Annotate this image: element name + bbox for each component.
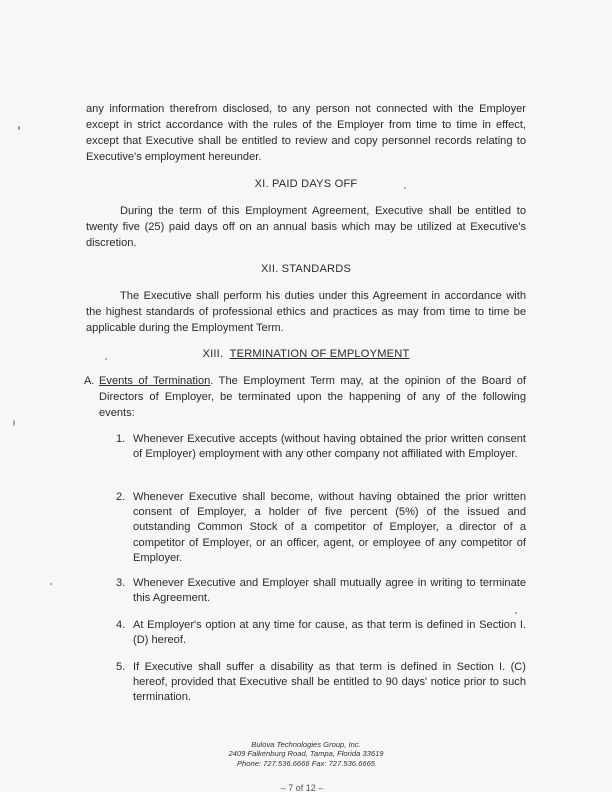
list-item-text: Whenever Executive shall become, without having obtained the prior written consent of Employer, a holder of five percent (5%) of the issued and outstanding Common Stock of a competitor of Employer, a director of a competitor of Employer, or an officer, agent, or employee of any competitor of Employer. [133,491,526,564]
footer-address: 2409 Falkenburg Road, Tampa, Florida 33619 [228,749,384,759]
list-item-number: 3. [116,577,126,589]
scan-speck [50,583,52,585]
subsection-a-text: . The Employment Term may, at the opinion of the Board of Directors of Employer, be terminated upon the happening of any of the following events: [99,375,526,419]
list-item-text: Whenever Executive and Employer shall mutually agree in writing to terminate this Agreement. [133,577,526,605]
list-item-number: 5. [116,661,126,673]
scan-speck [404,187,406,189]
scan-speck [13,420,15,426]
section-xii-heading: XII. STANDARDS [260,263,352,275]
scan-speck [18,126,20,130]
section-xiii-title: TERMINATION OF EMPLOYMENT [229,348,410,360]
section-xii-body: The Executive shall perform his duties under this Agreement in accordance with the highest standards of professional ethics and practices as may from time to time be applicable during the Employment Term. [86,290,526,334]
section-xi-body: During the term of this Employment Agreement, Executive shall be entitled to twenty five (25) paid days off on an annual basis which may be utilized at Executive's discretion. [86,205,526,249]
list-item-text: At Employer's option at any time for cause, as that term is defined in Section I. (D) hereof. [133,619,526,647]
list-item [116,660,526,706]
continued-paragraph: any information therefrom disclosed, to any person not connected with the Employer except in strict accordance with the rules of the Employer from time to time in effect, except that Executive shall be entitled to review and copy personnel records relating to Executive's employment hereunder. [86,103,526,163]
list-item-number: 4. [116,619,126,631]
footer-phone: Phone: 727.536.6666 Fax: 727.536.6665 [236,758,376,768]
section-xi-heading: XI. PAID DAYS OFF [254,178,358,190]
section-xiii-heading [0,346,612,362]
page-number: – 7 of 12 – [280,783,324,792]
scan-speck [105,358,107,360]
list-item-number: 2. [116,491,126,503]
section-xiii-number: XIII. [202,348,224,360]
subsection-a [84,373,526,421]
list-item [116,432,526,462]
subsection-a-marker: A. [84,375,95,387]
list-item-number: 1. [116,433,126,445]
letterhead-footer [0,740,612,768]
footer-company: Bulova Technologies Group, Inc. [251,740,361,749]
subsection-a-title: Events of Termination [99,375,211,387]
list-item [116,490,526,566]
list-item-text: If Executive shall suffer a disability as that term is defined in Section I. (C) hereof, provided that Executive shall be entitled to 90 days' notice prior to such termination. [133,661,526,704]
list-item [116,576,526,606]
list-item-text: Whenever Executive accepts (without having obtained the prior written consent of Employer) employment with any other company not affiliated with Employer. [133,433,526,461]
list-item [116,618,526,648]
scan-speck [515,612,517,614]
